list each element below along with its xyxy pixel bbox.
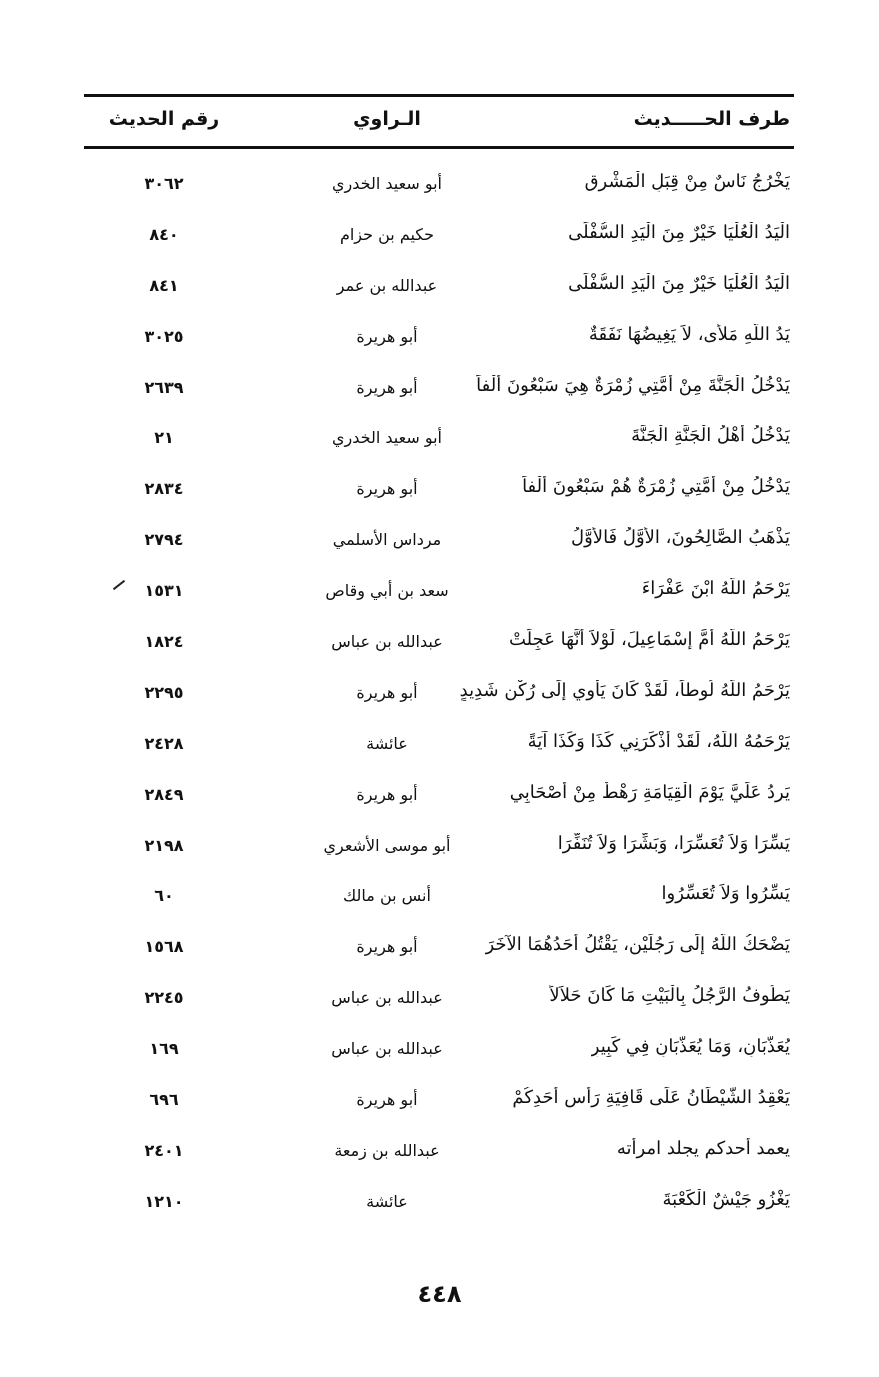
- hadith-number: ٢٢٤٥: [144, 988, 184, 1008]
- hadith-number: ٢٢٩٥: [144, 682, 184, 702]
- hadith-text: يَخْرُجُ نَاسٌ مِنْ قِبَلِ الْمَشْرِقِ: [584, 171, 790, 192]
- hadith-number: ١٦٩: [149, 1039, 179, 1059]
- hadith-number: ٨٤٠: [149, 224, 179, 244]
- hadith-number: ٢٤٠١: [144, 1140, 184, 1160]
- hadith-text: يَعْقِدُ الشَّيْطَانُ عَلَى قَافِيَةِ رَأْسِ أَحَدِكُمْ: [512, 1087, 790, 1109]
- hadith-number: ٦٠: [154, 886, 174, 906]
- table-row: [84, 674, 794, 725]
- hadith-number: ٢٨٣٤: [144, 479, 184, 499]
- hadith-number: ١٥٣١: [144, 581, 184, 601]
- hadith-text: يَغْزُو جَيْشٌ الْكَعْبَةَ: [662, 1188, 790, 1210]
- table-row: [84, 827, 794, 878]
- narrator-name: عبدالله بن عباس: [331, 1039, 443, 1059]
- narrator-name: عبدالله بن عمر: [336, 275, 438, 295]
- hadith-number: ٣٠٦٢: [144, 174, 184, 193]
- table-row: [84, 165, 794, 216]
- hadith-text: يَرْحَمُ اللَّهُ لُوطاً، لَقَدْ كَانَ يَأْوِي إِلَى رُكْنٍ شَدِيدٍ: [459, 679, 790, 701]
- hadith-text: يَرْحَمُ اللَّهُ ابْنَ عَفْرَاءَ: [641, 578, 790, 600]
- table-row: [84, 369, 794, 420]
- hadith-text: يَسِّرَا وَلاَ تُعَسِّرَا، وَبَشِّرَا وَلاَ تُنَفِّرَا: [557, 832, 790, 854]
- hadith-number: ٢٨٤٩: [144, 784, 184, 804]
- table-row: [84, 1081, 794, 1132]
- table-row: [84, 877, 794, 928]
- hadith-text: يَدُ اللَّهِ مَلأَى، لاَ يَغِيضُهَا نَفَقَةٌ: [588, 323, 790, 345]
- table-row: [84, 419, 794, 470]
- narrator-name: عائشة: [366, 733, 408, 753]
- narrator-name: أبو سعيد الخدري: [332, 174, 442, 193]
- narrator-name: أبو هريرة: [356, 937, 418, 957]
- hadith-text: الْيَدُ الْعُلْيَا خَيْرٌ مِنَ الْيَدِ السُّفْلَى: [568, 221, 790, 243]
- narrator-name: أنس بن مالك: [343, 886, 431, 906]
- hadith-text: يَرِدُ عَلَيَّ يَوْمَ الْقِيَامَةِ رَهْطٌ مِنْ أَصْحَابِي: [509, 781, 790, 803]
- hadith-text: يَدْخُلُ مِنْ أُمَّتِي زُمْرَةٌ هُمْ سَبْعُونَ أَلْفاً: [522, 476, 790, 498]
- narrator-name: أبو هريرة: [356, 784, 418, 804]
- hadith-text: الْيَدُ الْعُلْيَا خَيْرٌ مِنَ الْيَدِ السُّفْلَى: [568, 272, 790, 294]
- narrator-name: حكيم بن حزام: [339, 224, 435, 244]
- table-row: [84, 521, 794, 572]
- narrator-name: مرداس الأسلمي: [332, 530, 442, 550]
- table-row: [84, 928, 794, 979]
- table-row: [84, 623, 794, 674]
- hadith-number: ٣٠٢٥: [144, 326, 184, 346]
- narrator-name: عبدالله بن زمعة: [334, 1140, 440, 1160]
- narrator-name: عبدالله بن عباس: [331, 988, 443, 1008]
- table-row: [84, 216, 794, 267]
- hadith-number: ٨٤١: [149, 275, 179, 295]
- table-header: [84, 100, 794, 144]
- table-row: [84, 1183, 794, 1234]
- hadith-text: يَرْحَمُ اللَّهُ أُمَّ إِسْمَاعِيلَ، لَوْلاَ أَنَّهَا عَجِلَتْ: [508, 629, 790, 651]
- hadith-number: ١٥٦٨: [144, 937, 184, 957]
- hadith-text: يَسِّرُوا وَلاَ تُعَسِّرُوا: [661, 883, 790, 905]
- table-row: [84, 1030, 794, 1081]
- table-row: [84, 318, 794, 369]
- table-row: [84, 572, 794, 623]
- hadith-index-table: [84, 165, 794, 1234]
- hadith-number: ١٢١٠: [144, 1191, 184, 1211]
- narrator-name: عائشة: [366, 1191, 408, 1211]
- table-row: [84, 470, 794, 521]
- narrator-name: سعد بن أبي وقاص: [325, 581, 449, 601]
- top-rule: [84, 94, 794, 97]
- narrator-name: أبو هريرة: [356, 326, 418, 346]
- narrator-name: أبو موسى الأشعري: [323, 835, 451, 855]
- hadith-column-header: طرف الحـــــديث: [633, 108, 790, 130]
- narrator-name: أبو هريرة: [356, 479, 418, 499]
- hadith-text: يعمد أحدكم يجلد امرأته: [616, 1137, 790, 1159]
- hadith-text: يَضْحَكُ اللَّهُ إِلَى رَجُلَيْنِ، يَقْتُلُ أَحَدُهُمَا الآخَرَ: [485, 934, 790, 956]
- table-row: [84, 776, 794, 827]
- narrator-name: أبو هريرة: [356, 682, 418, 702]
- table-row: [84, 725, 794, 776]
- hadith-text: يُعَذَّبَانِ، وَمَا يُعَذَّبَانِ فِي كَبِيرٍ: [590, 1036, 790, 1058]
- narrator-name: أبو سعيد الخدري: [332, 428, 442, 448]
- hadith-text: يَدْخُلُ أَهْلُ الْجَنَّةِ الْجَنَّةَ: [631, 425, 790, 447]
- narrator-name: أبو هريرة: [356, 377, 418, 397]
- hadith-text: يَرْحَمُهُ اللَّهُ، لَقَدْ أَذْكَرَنِي كَذَا وَكَذَا آيَةً: [527, 730, 790, 752]
- hadith-text: يَطُوفُ الرَّجُلُ بِالْبَيْتِ مَا كَانَ حَلاَلاً: [549, 985, 790, 1007]
- narrator-name: أبو هريرة: [356, 1090, 418, 1110]
- table-row: [84, 979, 794, 1030]
- hadith-number: ١٨٢٤: [144, 632, 184, 652]
- hadith-number: ٢٧٩٤: [144, 530, 184, 550]
- header-bottom-rule: [84, 146, 794, 149]
- hadith-number: ٦٩٦: [149, 1090, 179, 1110]
- narrator-column-header: الـراوي: [353, 108, 421, 130]
- hadith-text: يَذْهَبُ الصَّالِحُونَ، الأَوَّلُ فَالأَوَّلُ: [571, 527, 790, 549]
- table-row: [84, 1132, 794, 1183]
- hadith-number: ٢٤٢٨: [144, 733, 184, 753]
- hadith-number: ٢١٩٨: [144, 835, 184, 855]
- hadith-number: ٢٦٣٩: [144, 377, 184, 397]
- hadith-text: يَدْخُلُ الْجَنَّةَ مِنْ أُمَّتِي زُمْرَةٌ هِيَ سَبْعُونَ أَلْفاً: [476, 374, 790, 396]
- narrator-name: عبدالله بن عباس: [331, 632, 443, 652]
- page-number: ٤٤٨: [417, 1280, 462, 1308]
- number-column-header: رقم الحديث: [108, 108, 220, 130]
- table-row: [84, 267, 794, 318]
- hadith-number: ٢١: [154, 428, 174, 448]
